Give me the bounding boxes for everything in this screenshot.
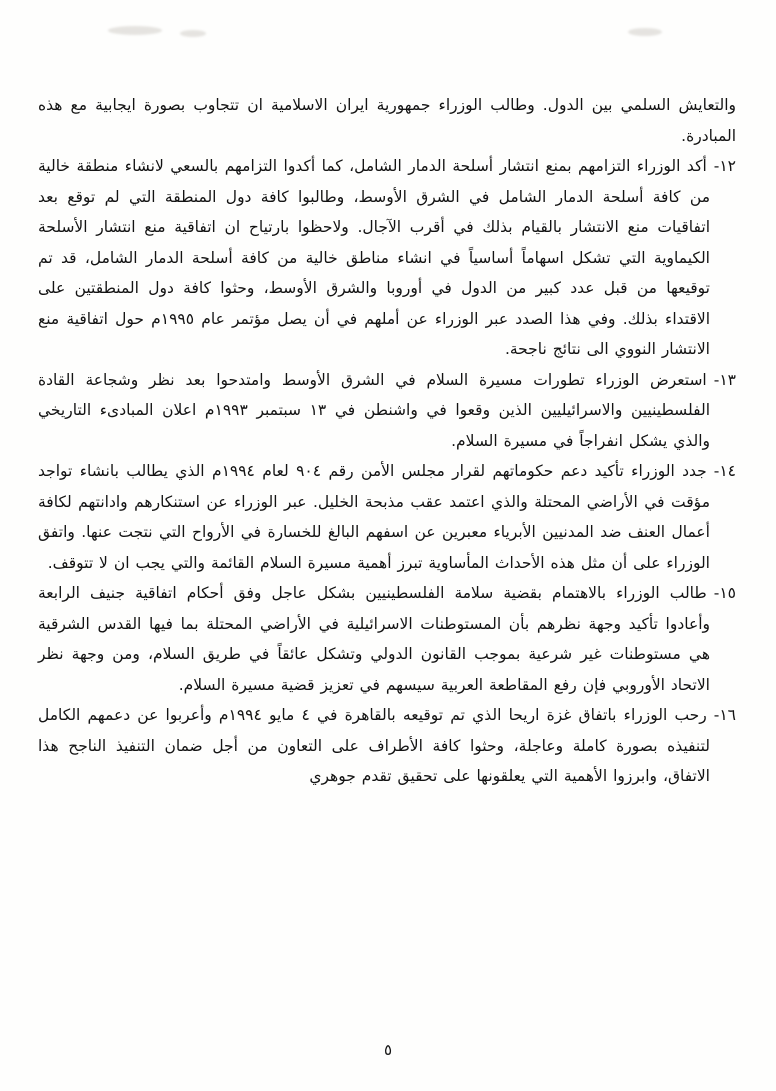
numbered-paragraph-12: [38, 151, 736, 365]
page-number: ٥: [383, 1041, 393, 1059]
scan-artifact: [180, 30, 206, 37]
item-text: جدد الوزراء تأكيد دعم حكوماتهم لقرار مجلس الأمن رقم ٩٠٤ لعام ١٩٩٤م الذي يطالب بانشاء تواجد مؤقت في الأراضي المحتلة والذي اعتمد عقب مذبحة الخليل. عبر الوزراء عن استنكارهم وادانتهم لكافة أعمال العنف ضد المدنيين الأبرياء معبرين عن اسفهم البالغ للخسارة في الأرواح التي نتجت عنها. واتفق الوزراء على أن مثل هذه الأحداث المأساوية تبرز أهمية مسيرة السلام القائمة والتي يجب ان لا تتوقف.: [38, 462, 710, 572]
item-number: ١٤-: [713, 462, 736, 480]
paragraph-continuation: والتعايش السلمي بين الدول. وطالب الوزراء جمهورية ايران الاسلامية ان تتجاوب بصورة ايجابية مع هذه المبادرة.: [38, 96, 736, 145]
text-block: [38, 90, 736, 792]
scan-artifact: [108, 26, 162, 35]
item-text: طالب الوزراء بالاهتمام بقضية سلامة الفلسطينيين بشكل عاجل وفق أحكام اتفاقية جنيف الرابعة وأعادوا تأكيد وجهة نظرهم بأن المستوطنات الاسرائيلية في الأراضي المحتلة بما فيها القدس الشرقية هي مستوطنات غير شرعية بموجب القانون الدولي وتشكل عائقاً في طريق السلام، ومن وجهة نظر الاتحاد الأوروبي فإن رفع المقاطعة العربية سيسهم في تعزيز قضية مسيرة السلام.: [38, 584, 710, 694]
item-number: ١٢-: [713, 157, 736, 175]
item-text: استعرض الوزراء تطورات مسيرة السلام في الشرق الأوسط وامتدحوا بعد نظر وشجاعة القادة الفلسطينيين والاسرائيليين الذين وقعوا في واشنطن في ١٣ سبتمبر ١٩٩٣م اعلان المبادىء التاريخي والذي يشكل انفراجاً في مسيرة السلام.: [38, 370, 710, 450]
item-number: ١٣-: [713, 370, 736, 389]
item-number: ١٦-: [713, 706, 736, 724]
numbered-paragraph-16: [38, 700, 736, 792]
numbered-paragraph-13: [38, 365, 736, 457]
item-text: أكد الوزراء التزامهم بمنع انتشار أسلحة الدمار الشامل، كما أكدوا التزامهم بالسعي لانشاء منطقة خالية من كافة أسلحة الدمار الشامل في الشرق الأوسط، وطالبوا كافة دول المنطقة التي لم توقع بعد اتفاقيات منع الانتشار بالقيام بذلك في أقرب الآجال. ولاحظوا بارتياح ان اتفاقية منع انتشار الأسلحة الكيماوية التي تشكل اسهاماً أساسياً في انشاء مناطق خالية من كافة أسلحة الدمار الشامل، قد تم توقيعها من قبل عدد كبير من الدول في أوروبا والشرق الأوسط، وحثوا كافة دول المنطقتين على الاقتداء بذلك. وفي هذا الصدد عبر الوزراء عن أملهم في أن يصل مؤتمر عام ١٩٩٥م حول اتفاقية منع الانتشار النووي الى نتائج ناجحة.: [38, 157, 710, 358]
item-number: ١٥-: [713, 584, 736, 602]
numbered-paragraph-15: [38, 578, 736, 700]
numbered-paragraph-14: [38, 456, 736, 578]
item-text: رحب الوزراء باتفاق غزة اريحا الذي تم توقيعه بالقاهرة في ٤ مايو ١٩٩٤م وأعربوا عن دعمهم الكامل لتنفيذه بصورة كاملة وعاجلة، وحثوا كافة الأطراف على التعاون من أجل ضمان التنفيذ الناجح هذا الاتفاق، وابرزوا الأهمية التي يعلقونها على تحقيق تقدم جوهري: [38, 706, 710, 785]
scan-artifact: [628, 28, 662, 36]
